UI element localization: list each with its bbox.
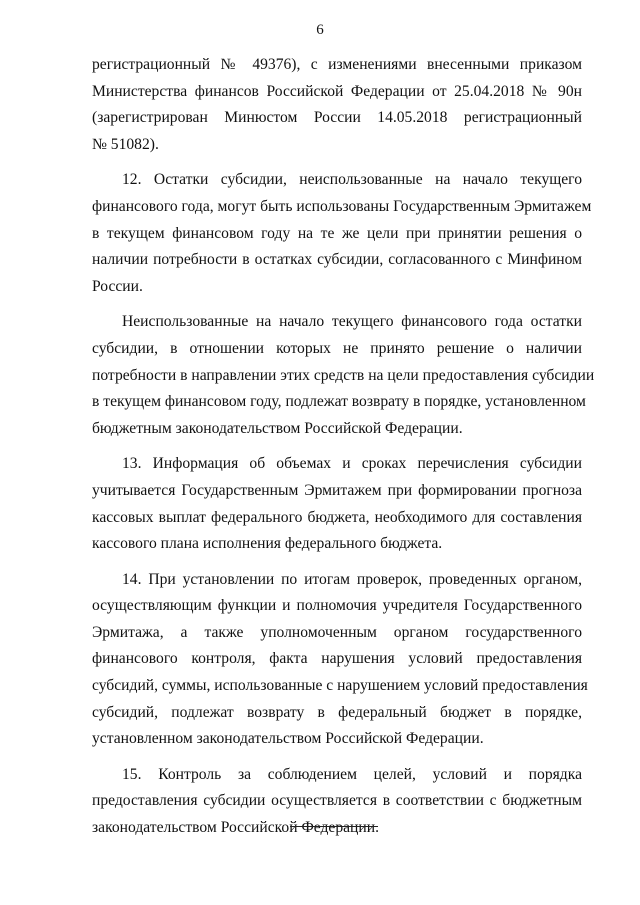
text-line: в текущем финансовом году на те же цели при принятии решения о: [92, 224, 582, 242]
text-line: в текущем финансовом году, подлежат возврату в порядке, установленном: [92, 393, 586, 411]
text-line: финансового года, могут быть использованы Государственным Эрмитажем: [92, 197, 592, 215]
text-line: 14. При установлении по итогам проверок, проведенных органом,: [122, 570, 582, 588]
paragraph-15: [92, 762, 582, 842]
page-number: 6: [316, 22, 324, 38]
text-line: установленном законодательством Российской Федерации.: [92, 730, 484, 748]
paragraph-continuation: [92, 52, 582, 158]
text-line: Неиспользованные на начало текущего финансового года остатки: [122, 313, 582, 331]
text-line: 15. Контроль за соблюдением целей, условий и порядка: [122, 765, 582, 783]
text-line: кассового плана исполнения федерального бюджета.: [92, 535, 443, 553]
text-line: предоставления субсидии осуществляется в соответствии с бюджетным: [92, 792, 582, 810]
paragraph-13: [92, 451, 582, 557]
text-line: субсидий, суммы, использованные с нарушением условий предоставления: [92, 677, 588, 695]
text-line: учитывается Государственным Эрмитажем при формировании прогноза: [92, 481, 582, 499]
text-line: Эрмитажа, а также уполномоченным органом государственного: [92, 623, 582, 641]
text-line: бюджетным законодательством Российской Федерации.: [92, 419, 463, 437]
document-body: [92, 52, 595, 851]
paragraph-unused-balances: [92, 309, 595, 442]
text-line: 13. Информация об объемах и сроках перечисления субсидии: [122, 455, 582, 473]
text-line: субсидий, подлежат возврату в федеральный бюджет в порядке,: [92, 703, 582, 721]
text-line: Министерства финансов Российской Федерации от 25.04.2018 № 90н: [92, 82, 582, 100]
text-line: наличии потребности в остатках субсидии, согласованного с Минфином: [92, 251, 582, 269]
text-line: финансового контроля, факта нарушения условий предоставления: [92, 650, 582, 668]
text-line: 12. Остатки субсидии, неиспользованные на начало текущего: [122, 171, 582, 189]
text-line: законодательством Российской Федерации.: [92, 819, 379, 837]
text-line: субсидии, в отношении которых не принято решение о наличии: [92, 339, 582, 357]
text-line: кассовых выплат федерального бюджета, необходимого для составления: [92, 508, 582, 526]
paragraph-14: [92, 567, 588, 753]
end-divider-line: [290, 826, 378, 827]
paragraph-12: [92, 167, 592, 300]
text-line: России.: [92, 277, 143, 295]
text-line: осуществляющим функции и полномочия учредителя Государственного: [92, 597, 582, 615]
text-line: (зарегистрирован Минюстом России 14.05.2018 регистрационный: [92, 109, 582, 127]
text-line: потребности в направлении этих средств на цели предоставления субсидии: [92, 366, 595, 384]
text-line: № 51082).: [92, 135, 159, 153]
text-line: регистрационный № 49376), с изменениями внесенными приказом: [92, 56, 582, 73]
